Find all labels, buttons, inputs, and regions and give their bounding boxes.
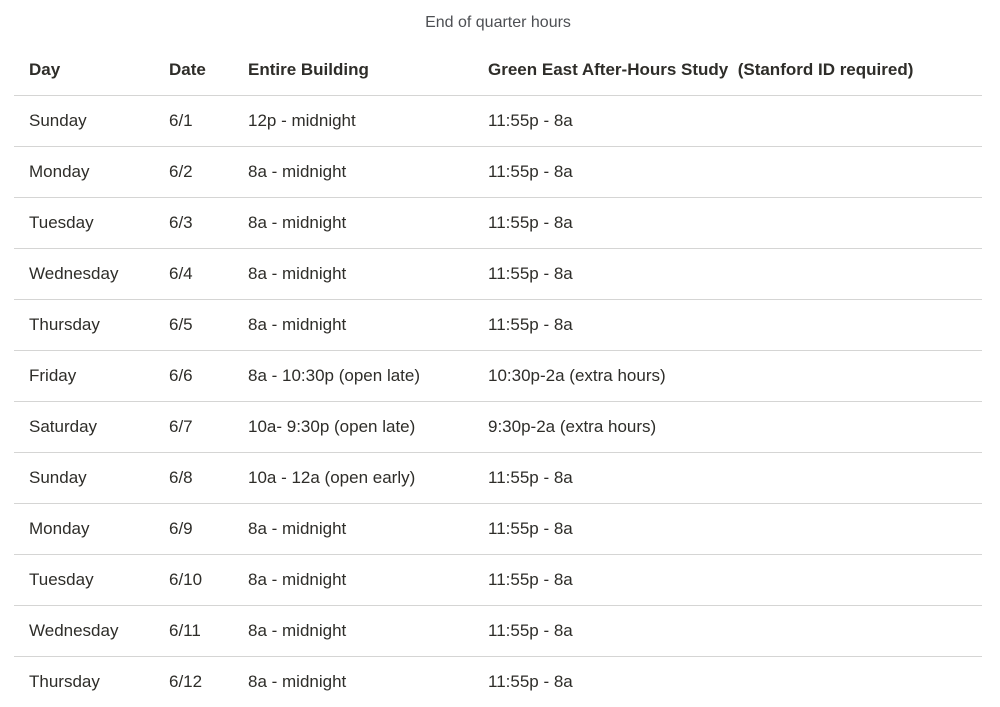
cell-date: 6/3 [154,198,233,249]
table-row [14,147,982,198]
cell-day: Thursday [14,300,154,351]
cell-building-hours: 8a - midnight [248,672,347,691]
cell-building-hours: 8a - midnight [233,555,468,606]
table-row [14,453,982,504]
table-body [14,96,982,707]
cell-date: 6/7 [154,402,233,453]
cell-date: 6/12 [169,672,203,691]
cell-building-hours: 8a - midnight [233,606,468,657]
cell-date: 6/6 [154,351,233,402]
cell-green-east-hours: 11:55p - 8a [468,606,982,657]
cell-date: 6/10 [154,555,233,606]
header-day: Day [14,44,154,96]
cell-day: Tuesday [14,555,154,606]
table-row [14,555,982,606]
cell-day: Tuesday [14,198,154,249]
cell-building-hours: 8a - midnight [233,147,468,198]
header-entire-building: Entire Building [233,44,468,96]
cell-day: Friday [14,351,154,402]
table-row [14,351,982,402]
cell-building-hours: 8a - midnight [233,198,468,249]
cell-green-east-hours: 11:55p - 8a [468,555,982,606]
cell-date: 6/11 [154,606,233,657]
cell-green-east-hours: 11:55p - 8a [488,672,573,691]
cell-day: Monday [14,504,154,555]
table-row [14,657,982,707]
cell-day: Wednesday [14,606,154,657]
cell-date: 6/8 [154,453,233,504]
cell-green-east-hours: 11:55p - 8a [468,249,982,300]
table-row [14,606,982,657]
header-date: Date [154,44,233,96]
cell-building-hours: 10a- 9:30p (open late) [233,402,468,453]
cell-building-hours: 8a - midnight [233,504,468,555]
cell-green-east-hours: 10:30p-2a (extra hours) [468,351,982,402]
cell-green-east-hours: 11:55p - 8a [468,198,982,249]
table-row [14,96,982,147]
header-green-east-after-hours: Green East After-Hours Study (Stanford ID required) [468,44,982,96]
cell-building-hours: 8a - midnight [233,249,468,300]
cell-building-hours: 8a - midnight [233,300,468,351]
table-row [14,504,982,555]
cell-day: Thursday [29,672,100,691]
cell-date: 6/9 [154,504,233,555]
cell-building-hours: 8a - 10:30p (open late) [233,351,468,402]
hours-table [14,44,982,707]
cell-green-east-hours: 11:55p - 8a [468,96,982,147]
cell-green-east-hours: 11:55p - 8a [468,300,982,351]
cell-day: Sunday [14,96,154,147]
table-header-row [14,44,982,96]
table-caption: End of quarter hours [425,14,571,31]
table-row [14,249,982,300]
table-row [14,300,982,351]
cell-day: Monday [14,147,154,198]
cell-date: 6/5 [154,300,233,351]
cell-building-hours: 10a - 12a (open early) [233,453,468,504]
cell-green-east-hours: 11:55p - 8a [468,453,982,504]
cell-date: 6/1 [154,96,233,147]
cell-building-hours: 12p - midnight [233,96,468,147]
table-row [14,198,982,249]
cell-green-east-hours: 11:55p - 8a [468,504,982,555]
cell-date: 6/4 [154,249,233,300]
cell-date: 6/2 [154,147,233,198]
cell-day: Wednesday [14,249,154,300]
cell-green-east-hours: 11:55p - 8a [468,147,982,198]
cell-green-east-hours: 9:30p-2a (extra hours) [468,402,982,453]
table-row [14,402,982,453]
cell-day: Saturday [14,402,154,453]
cell-day: Sunday [14,453,154,504]
